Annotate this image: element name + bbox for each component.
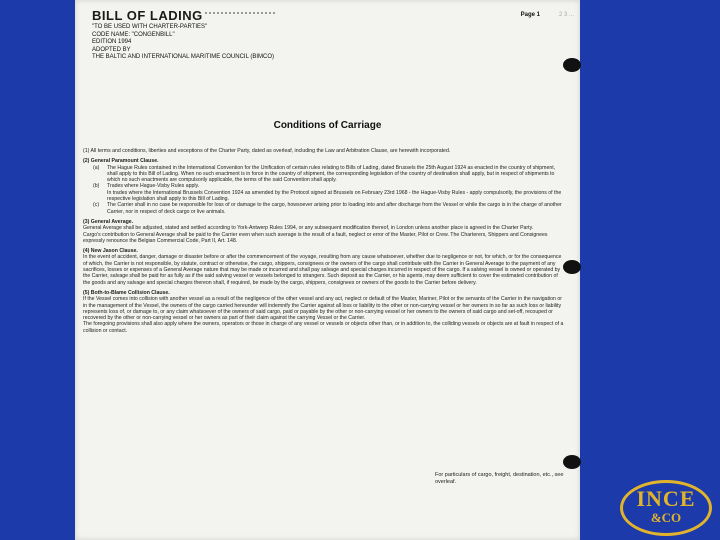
section-4 — [83, 248, 565, 286]
section-5-text-a: If the Vessel comes into collision with another vessel as a result of the negligence of the other vessel and any act, neglect or default of the Master, Mariner, Pilot or the servants of the Carrier in the navigation or in the management of the Vessel, the owners of the cargo carried hereunder will indemnify the Carrier against all loss or liability to the other or non-carrying vessel or her owners in so far as such loss or liability represents loss of, or damage to, or any claim whatsoever of the owners of said cargo, paid or payable by the other or non-carrying vessel or her owners to the owners of said cargo and set-off, recouped or recovered by the other or non-carrying vessel or her owners as part of their claim against the carrying Vessel or the Carrier. — [83, 296, 562, 322]
section-3-heading: (3) General Average. — [83, 218, 134, 225]
section-3-text-a: General Average shall be adjusted, stated and settled according to York-Antwerp Rules 1994, or any subsequent modification thereof, in London unless another place is agreed in the Charter Party. — [83, 225, 534, 232]
section-2c-text: The Carrier shall in no case be responsible for loss of or damage to the cargo, howsoever arising prior to loading into and after discharge from the Vessel or while the cargo is in the charge of another Carrier, nor in respect of deck cargo or live animals. — [107, 202, 562, 215]
section-2b-heading: Trades where Hague-Visby Rules apply. — [107, 183, 200, 190]
header-line: ADOPTED BY — [92, 46, 131, 53]
header-block — [92, 24, 274, 62]
page-label-faint: 2 3 ... — [558, 12, 574, 18]
section-2b-label: (b) — [93, 183, 100, 190]
ince-logo — [620, 480, 712, 536]
header-line: EDITION 1994 — [92, 39, 132, 45]
punch-hole-3 — [563, 455, 581, 469]
section-2b — [83, 183, 565, 202]
section-4-text: In the event of accident, danger, damage or disaster before or after the commencement of the voyage, resulting from any cause whatsoever, whether due to negligence or not, for which, or for the consequence of which, the Carrier is not responsible, by statute, contract or otherwise, the cargo, shippers, consignees or the owners of the cargo shall contribute with the Carrier in General Average to the payment of any sacrifices, losses or expenses of a General Average nature that may be made or incurred and shall pay salvage and special charges incurred in respect of the cargo. If a salving vessel is owned or operated by the Carrier, salvage shall be paid for as fully as if the said salving vessel or vessels belonged to strangers. Such deposit as the Carrier, or his agents, may deem sufficient to cover the estimated contribution of the goods and any salvage and special charges thereon shall, if required, be made by the cargo, shippers, consignees or owners of the goods to the Carrier before delivery. — [83, 254, 562, 286]
logo-line-1: INCE — [636, 486, 696, 511]
section-2c-label: (c) — [93, 202, 100, 209]
header-line: "TO BE USED WITH CHARTER-PARTIES" — [92, 24, 208, 30]
punch-hole-2 — [563, 260, 581, 274]
section-3-text-b: Cargo's contribution to General Average shall be paid to the Carrier even when such average is the result of a fault, neglect or error of the Master, Pilot or Crew. The Charterers, Shippers and Consignees expressly renounce the Belgian Commercial Code, Part II, Art. 148. — [83, 231, 548, 244]
section-2b-text: In trades where the International Brussels Convention 1924 as amended by the Protocol signed at Brussels on February 23rd 1968 - the Hague-Visby Rules - apply compulsorily, the provisions of the respective legislation shall apply to this Bill of Lading. — [107, 189, 562, 203]
header-line: CODE NAME: "CONGENBILL" — [92, 31, 175, 38]
section-2 — [83, 158, 565, 215]
section-1-text: (1) All terms and conditions, liberties and exceptions of the Charter Party, dated as overleaf, including the Law and Arbitration Clause, are herewith incorporated. — [83, 148, 451, 154]
conditions-body — [83, 148, 565, 338]
conditions-title: Conditions of Carriage — [273, 120, 382, 131]
page-label: Page 1 — [520, 12, 540, 18]
header-line: THE BALTIC AND INTERNATIONAL MARITIME COUNCIL (BIMCO) — [92, 54, 275, 60]
section-2a-label: (a) — [93, 164, 100, 171]
section-4-heading: (4) New Jason Clause. — [83, 248, 138, 255]
section-2-heading: (2) General Paramount Clause. — [83, 158, 159, 165]
title-underline — [205, 12, 275, 14]
section-5-heading: (5) Both-to-Blame Collision Clause. — [83, 289, 170, 296]
logo-line-2: &CO — [650, 510, 682, 525]
document-title: BILL OF LADING — [92, 8, 203, 23]
footer-note: For particulars of cargo, freight, destination, etc., see overleaf. — [435, 472, 564, 485]
section-2c — [83, 202, 565, 215]
section-3 — [83, 219, 565, 244]
punch-hole-1 — [563, 58, 581, 72]
section-5 — [83, 290, 565, 334]
section-1 — [83, 148, 565, 154]
bill-of-lading-page — [75, 0, 580, 540]
section-5-text-b: The foregoing provisions shall also apply where the owners, operators or those in charge of any vessel or vessels or objects other than, or in addition to, the colliding vessels or objects are at fault in respect of a collision or contact. — [83, 321, 564, 334]
section-2a — [83, 165, 565, 184]
section-2a-text: The Hague Rules contained in the International Convention for the Unification of certain rules relating to Bills of Lading, dated Brussels the 25th August 1924 as enacted in the country of shipment, shall apply to this Bill of Lading. When no such enactment is in force in the country of shipment, the corresponding legislation of the country of destination shall apply, but in respect of shipments to which no such enactments are compulsorily applicable, the terms of the said Convention shall apply. — [107, 164, 556, 184]
